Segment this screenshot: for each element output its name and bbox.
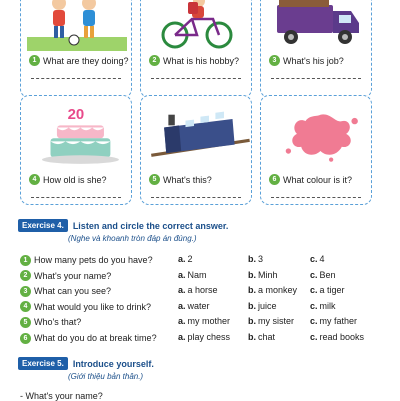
answer-option-c[interactable] xyxy=(310,285,345,295)
exercise4-question-row xyxy=(20,269,192,283)
option-letter: a. xyxy=(178,316,186,327)
picture-card-4 xyxy=(20,95,132,205)
option-text: chat xyxy=(258,332,276,342)
option-text: my father xyxy=(319,316,358,327)
question-text xyxy=(269,174,367,185)
option-letter: c. xyxy=(310,316,318,327)
option-letter: c. xyxy=(310,269,318,280)
option-letter: b. xyxy=(248,300,256,311)
answer-option-b[interactable] xyxy=(248,270,278,280)
option-letter: b. xyxy=(248,332,256,342)
question-number: 1 xyxy=(20,255,31,266)
option-letter: c. xyxy=(310,285,318,296)
question-number: 6 xyxy=(269,174,280,185)
option-text: a horse xyxy=(187,285,218,296)
picture-card-1 xyxy=(20,0,132,98)
option-text: milk xyxy=(319,300,336,311)
question-label: What do you do at break time? xyxy=(34,333,157,343)
option-text: water xyxy=(187,300,210,311)
picture-card-5 xyxy=(140,95,252,205)
option-letter: a. xyxy=(178,269,186,280)
exercise4-question-row xyxy=(20,315,192,329)
question-number: 2 xyxy=(149,55,160,66)
option-text: Nam xyxy=(187,269,207,280)
option-letter: b. xyxy=(248,269,256,280)
boy-riding-bicycle-icon xyxy=(147,0,247,51)
question-number: 6 xyxy=(20,333,31,344)
option-letter: b. xyxy=(248,316,256,327)
answer-option-c[interactable] xyxy=(310,254,325,264)
question-label: What's his job? xyxy=(283,55,344,66)
answer-line[interactable] xyxy=(151,78,241,79)
answer-line[interactable] xyxy=(31,78,121,79)
answer-option-a[interactable] xyxy=(178,332,230,342)
question-label: What colour is it? xyxy=(283,174,353,185)
pink-paint-splash-icon xyxy=(267,104,374,166)
question-number: 5 xyxy=(149,174,160,185)
exercise4-tag: Exercise 4. xyxy=(18,219,68,232)
option-text: my mother xyxy=(187,316,231,327)
question-label: How many pets do you have? xyxy=(34,255,153,265)
option-text: 3 xyxy=(258,254,264,264)
question-label: What is his hobby? xyxy=(163,55,240,66)
question-number: 3 xyxy=(20,286,31,297)
svg-text:20: 20 xyxy=(67,105,85,123)
exercise4-question-row xyxy=(20,331,192,345)
exercise5-heading xyxy=(18,357,154,370)
option-text: Minh xyxy=(258,269,278,280)
option-text: play chess xyxy=(187,332,231,342)
option-letter: c. xyxy=(310,332,318,342)
exercise4-title: Listen and circle the correct answer. xyxy=(72,220,229,231)
answer-option-a[interactable] xyxy=(178,254,193,264)
option-text: 2 xyxy=(187,254,193,264)
answer-option-a[interactable] xyxy=(178,301,210,311)
answer-option-c[interactable] xyxy=(310,332,364,342)
question-label: What are they doing? xyxy=(43,55,129,66)
question-label: Who's that? xyxy=(34,317,82,328)
train-icon xyxy=(147,104,254,166)
question-label: What's this? xyxy=(163,174,212,185)
answer-option-a[interactable] xyxy=(178,270,207,280)
question-number: 4 xyxy=(20,301,31,312)
question-label: What's your name? xyxy=(34,270,112,281)
option-letter: a. xyxy=(178,254,186,264)
option-letter: a. xyxy=(178,285,186,296)
option-text: 4 xyxy=(319,254,325,264)
exercise4-question-row xyxy=(20,284,192,298)
exercise4-subtitle: (Nghe và khoanh tròn đáp án đúng.) xyxy=(68,234,197,243)
answer-option-c[interactable] xyxy=(310,316,357,326)
exercise5-question: - What's your name? xyxy=(20,391,103,401)
question-number: 4 xyxy=(29,174,40,185)
option-text: a tiger xyxy=(319,285,345,296)
question-number: 1 xyxy=(29,55,40,66)
option-text: juice xyxy=(258,300,277,311)
picture-card-3 xyxy=(260,0,372,98)
option-letter: c. xyxy=(310,254,318,264)
exercise4-question-row xyxy=(20,300,192,314)
question-text xyxy=(269,55,367,66)
answer-option-b[interactable] xyxy=(248,316,294,326)
question-number: 2 xyxy=(20,270,31,281)
exercise5-title: Introduce yourself. xyxy=(72,358,154,369)
question-text xyxy=(149,55,247,66)
option-text: my sister xyxy=(258,316,294,327)
answer-option-c[interactable] xyxy=(310,301,336,311)
picture-card-2 xyxy=(140,0,252,98)
question-number: 3 xyxy=(269,55,280,66)
answer-line[interactable] xyxy=(151,197,241,198)
answer-option-b[interactable] xyxy=(248,301,277,311)
exercise5-subtitle: (Giới thiệu bản thân.) xyxy=(68,372,144,381)
option-letter: b. xyxy=(248,285,256,296)
answer-line[interactable] xyxy=(31,197,121,198)
option-letter: a. xyxy=(178,300,186,311)
question-label: What would you like to drink? xyxy=(34,301,152,312)
answer-option-b[interactable] xyxy=(248,332,275,342)
option-text: a monkey xyxy=(258,285,298,296)
question-label: How old is she? xyxy=(43,174,107,185)
exercise4-question-row xyxy=(20,253,192,267)
picture-card-6 xyxy=(260,95,372,205)
answer-option-c[interactable] xyxy=(310,270,336,280)
question-label: What can you see? xyxy=(34,286,112,297)
option-letter: b. xyxy=(248,254,256,264)
truck-driver-icon xyxy=(267,0,367,51)
answer-line[interactable] xyxy=(271,78,361,79)
exercise4-heading xyxy=(18,219,228,232)
question-text xyxy=(29,55,127,66)
answer-option-a[interactable] xyxy=(178,316,230,326)
answer-option-a[interactable] xyxy=(178,285,218,295)
exercise5-tag: Exercise 5. xyxy=(18,357,68,370)
answer-option-b[interactable] xyxy=(248,254,263,264)
birthday-cake-icon xyxy=(27,104,134,166)
answer-line[interactable] xyxy=(271,197,361,198)
option-letter: c. xyxy=(310,300,318,311)
answer-option-b[interactable] xyxy=(248,285,297,295)
question-text xyxy=(29,174,127,185)
option-text: Ben xyxy=(319,269,336,280)
option-letter: a. xyxy=(178,332,186,342)
question-number: 5 xyxy=(20,317,31,328)
kids-playing-football-icon xyxy=(27,0,127,51)
option-text: read books xyxy=(319,332,365,342)
question-text xyxy=(149,174,247,185)
